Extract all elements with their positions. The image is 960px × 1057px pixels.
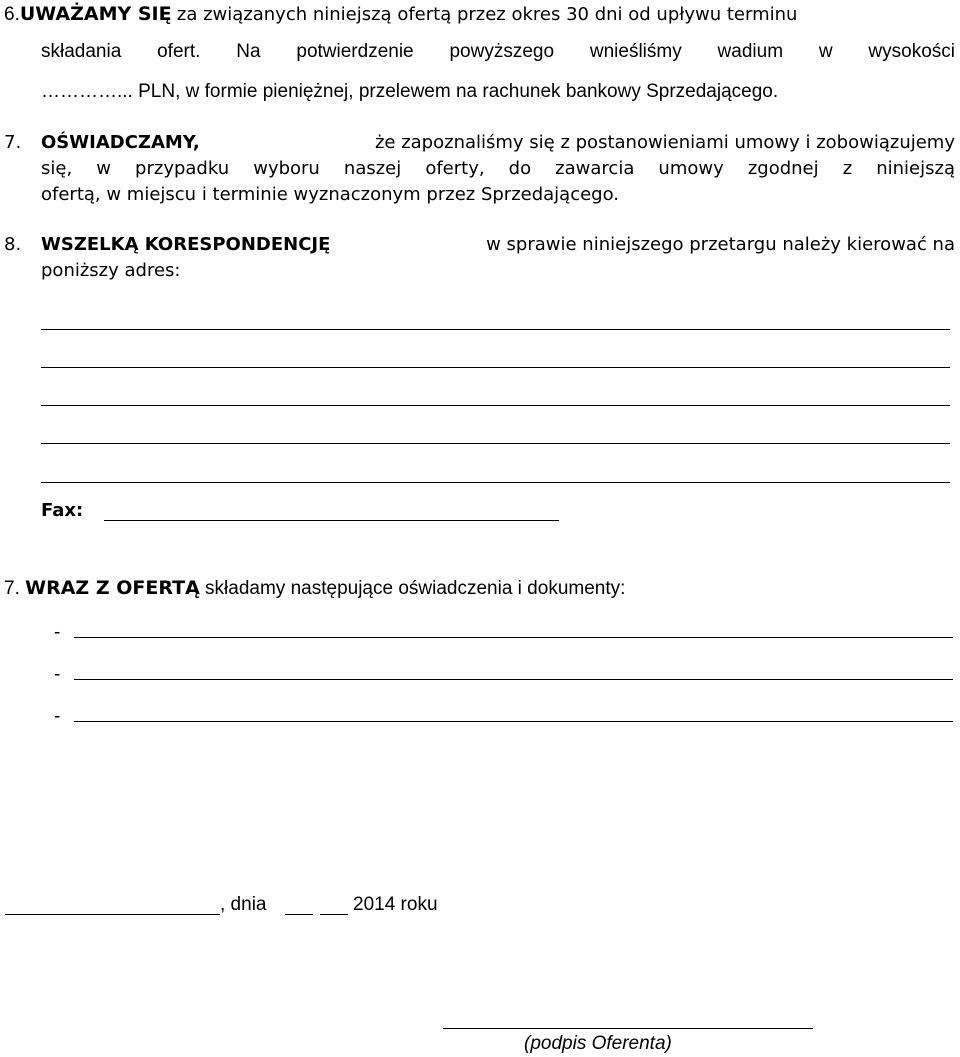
section-8-heading: WSZELKĄ KORESPONDENCJĘ xyxy=(41,234,331,255)
dnia-label: , dnia xyxy=(220,894,267,915)
section-7-number: 7. xyxy=(4,132,22,153)
section-7-text-2: się, w przypadku wyboru naszej oferty, do zawarcia umowy zgodnej z niniejszą xyxy=(41,158,955,179)
attachment-dash-2: - xyxy=(54,664,61,685)
signature-caption: (podpis Oferenta) xyxy=(524,1033,672,1054)
attachment-field-1[interactable] xyxy=(74,637,953,638)
section-8-number: 8. xyxy=(4,234,22,255)
section-7-text-3: ofertą, w miejscu i terminie wyznaczonym przez Sprzedającego. xyxy=(41,184,620,205)
month-field[interactable] xyxy=(320,914,348,915)
year-label: 2014 roku xyxy=(353,894,438,915)
address-field-1[interactable] xyxy=(41,329,950,330)
address-field-4[interactable] xyxy=(41,443,950,444)
address-field-5[interactable] xyxy=(41,482,950,483)
fax-label-text: Fax: xyxy=(41,500,84,521)
address-field-3[interactable] xyxy=(41,405,950,406)
place-field[interactable] xyxy=(5,914,220,915)
day-field[interactable] xyxy=(285,914,313,915)
section-6-text-1: za związanych niniejszą ofertą przez okres 30 dni od upływu terminu xyxy=(176,4,798,25)
section-6-line-3 xyxy=(41,81,778,103)
section-6-text-2: składania ofert. Na potwierdzenie powyższego wnieśliśmy wadium w wysokości xyxy=(41,41,955,62)
section-7-heading: OŚWIADCZAMY, xyxy=(41,132,200,153)
section-8-line-1 xyxy=(41,234,955,255)
attachments-text: składamy następujące oświadczenia i dokumenty: xyxy=(199,578,626,599)
attachment-dash-1: - xyxy=(54,622,61,643)
section-6-text-3: PLN, w formie pieniężnej, przelewem na rachunek bankowy Sprzedającego. xyxy=(132,81,779,102)
attachment-field-3[interactable] xyxy=(74,721,953,722)
section-8-text-2: poniższy adres: xyxy=(41,260,181,281)
section-6-number: 6. xyxy=(4,4,20,25)
attachment-field-2[interactable] xyxy=(74,679,953,680)
fax-field[interactable] xyxy=(104,520,559,521)
attachments-line xyxy=(4,577,625,600)
section-6-heading: UWAŻAMY SIĘ xyxy=(19,3,172,25)
signature-line[interactable] xyxy=(443,1028,813,1029)
section-6-line-1 xyxy=(4,3,797,26)
attachment-dash-3: - xyxy=(54,706,61,727)
fax-label xyxy=(41,500,83,521)
section-7-text-1: że zapoznaliśmy się z postanowieniami umowy i zobowiązujemy xyxy=(374,132,955,153)
attachments-heading: WRAZ Z OFERTĄ xyxy=(25,577,200,599)
address-field-2[interactable] xyxy=(41,367,950,368)
section-7-line-1 xyxy=(41,132,955,153)
attachments-number: 7. xyxy=(4,578,20,599)
section-8-text-1: w sprawie niniejszego przetargu należy kierować na xyxy=(486,234,955,255)
wadium-amount-blank: …………... xyxy=(41,81,133,102)
